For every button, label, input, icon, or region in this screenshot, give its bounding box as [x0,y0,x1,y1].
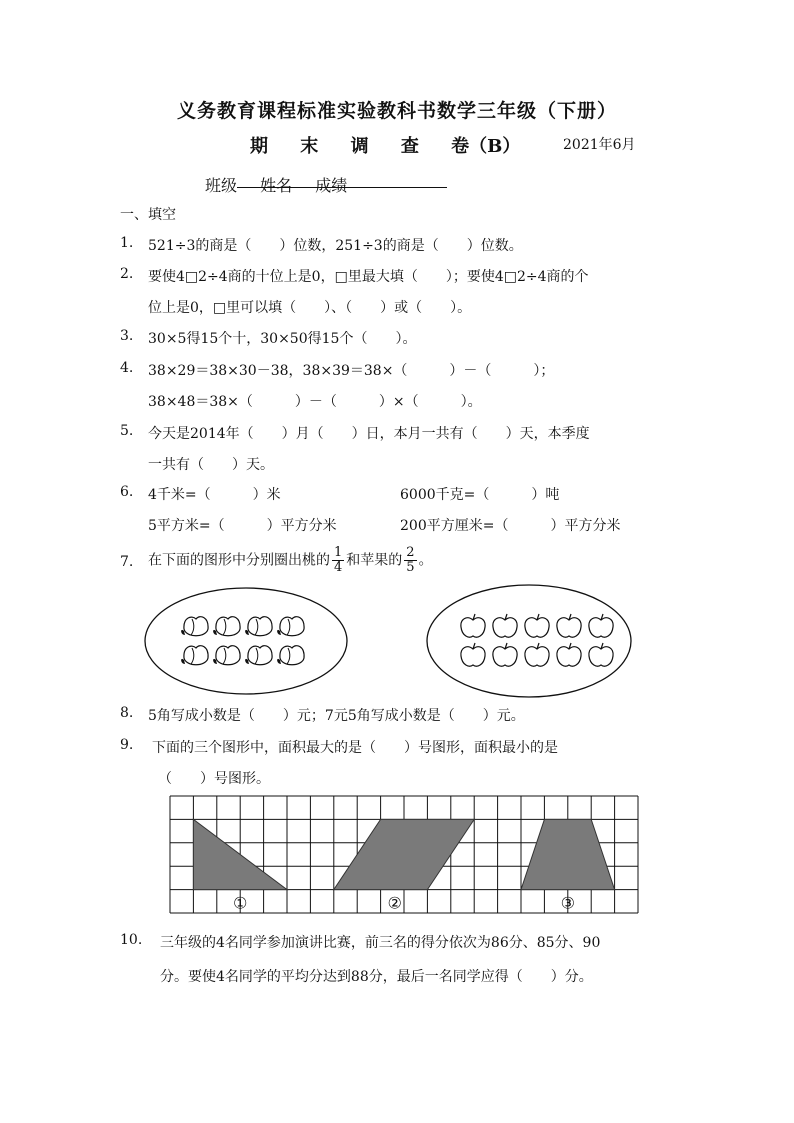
question-10-line1: 三年级的4名同学参加演讲比赛，前三名的得分依次为86分、85分、90 [160,935,601,951]
question-number: 8. [120,705,134,721]
q7-text-c: 。 [418,552,433,569]
peach-icon [245,617,272,636]
name-label: 姓名 [260,176,293,195]
q7-text-a: 在下面的图形中分别圈出桃的 [148,552,330,569]
question-number: 3. [120,328,134,344]
question-number: 2. [120,266,134,282]
grid-figure [170,796,638,913]
peach-icon [277,617,304,636]
apple-icon [461,643,485,666]
question-1: 521÷3的商是（ ）位数，251÷3的商是（ ）位数。 [148,238,523,254]
class-label: 班级 [205,176,238,195]
question-number: 6. [120,484,134,500]
peach-icon [213,617,240,636]
peach-icon [213,646,240,665]
subtitle-char: 期 [250,136,268,157]
question-9-line2: （ ）号图形。 [158,771,270,787]
apple-icon [525,643,549,666]
question-number: 10. [120,932,143,948]
apple-icon [557,643,581,666]
question-9-line1: 下面的三个图形中，面积最大的是（ ）号图形，面积最小的是 [152,740,558,756]
question-number: 1. [120,235,134,251]
apple-ellipse [427,585,631,697]
section-heading: 一、填空 [120,207,176,223]
apple-icon [461,614,485,637]
question-5-line1: 今天是2014年（ ）月（ ）日，本月一共有（ ）天，本季度 [148,426,590,442]
question-2-line1: 要使4□2÷4商的十位上是0，□里最大填（ ）；要使4□2÷4商的个 [148,269,589,285]
subtitle-char: 卷（B） [451,136,521,157]
question-4-line2: 38×48＝38×（ ）－（ ）×（ ）。 [148,394,482,410]
question-3: 30×5得15个十，30×50得15个（ ）。 [148,331,417,347]
question-4-line1: 38×29＝38×30－38，38×39＝38×（ ）－（ ）； [148,363,555,379]
shape-label: ② [387,893,402,913]
apple-icon [589,643,613,666]
apple-icon [493,643,517,666]
subtitle-char: 末 [300,136,319,157]
parallelogram-shape-2 [334,819,474,889]
fraction-numerator: 2 [406,545,415,560]
peach-icon [277,646,304,665]
question-10-line2: 分。要使4名同学的平均分达到88分，最后一名同学应得（ ）分。 [160,969,593,985]
question-number: 7. [120,554,134,570]
shape-label: ③ [560,893,575,913]
fraction-denominator: 4 [334,560,343,575]
question-number: 5. [120,423,134,439]
exam-title: 义务教育课程标准实验教科书数学三年级（下册） [176,100,617,122]
score-label: 成绩 [315,176,348,195]
apple-group [461,614,613,666]
apple-icon [557,614,581,637]
fraction-numerator: 1 [334,545,343,560]
question-6c: 5平方米=（ ）平方分米 [148,518,337,534]
question-number: 4. [120,360,134,376]
question-2-line2: 位上是0，□里可以填（ ）、（ ）或（ ）。 [148,300,472,316]
subtitle-char: 查 [400,136,419,157]
q7-text-b: 和苹果的 [346,552,403,569]
question-6b: 6000千克=（ ）吨 [400,487,560,503]
question-8: 5角写成小数是（ ）元；7元5角写成小数是（ ）元。 [148,708,525,724]
apple-icon [589,614,613,637]
question-6d: 200平方厘米=（ ）平方分米 [400,518,621,534]
peach-icon [181,617,208,636]
shape-label: ① [233,893,248,913]
question-6a: 4千米=（ ）米 [148,487,281,503]
peach-icon [181,646,208,665]
subtitle-char: 调 [350,136,369,157]
apple-icon [525,614,549,637]
apple-icon [493,614,517,637]
peach-icon [245,646,272,665]
peach-ellipse [145,588,347,694]
question-5-line2: 一共有（ ）天。 [148,457,274,473]
question-number: 9. [120,737,134,753]
fraction-denominator: 5 [406,560,415,575]
exam-date: 2021年6月 [563,137,636,153]
trapezoid-shape-3 [521,819,615,889]
peach-group [181,617,304,665]
